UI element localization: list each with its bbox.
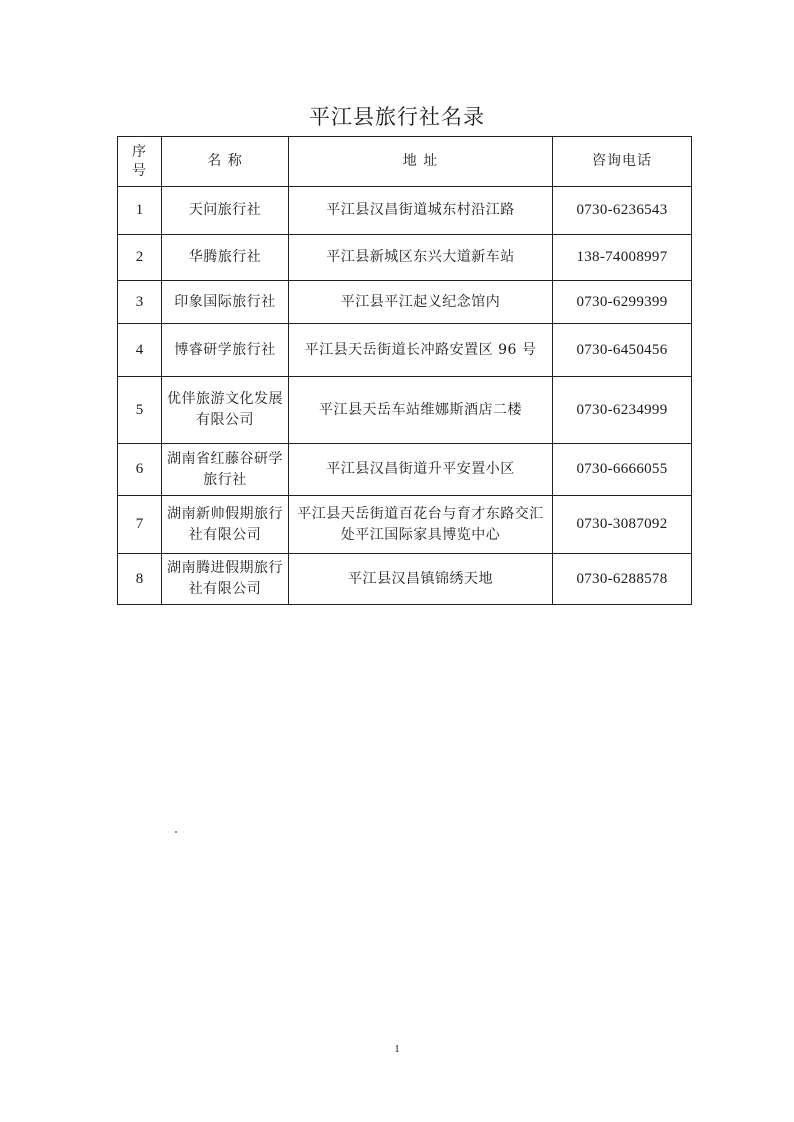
row-agency-name: 印象国际旅行社: [162, 281, 289, 324]
row-seq: 3: [118, 281, 162, 324]
row-seq: 8: [118, 554, 162, 605]
table-row: [118, 281, 692, 324]
row-seq: 6: [118, 444, 162, 496]
row-phone: 0730-6236543: [553, 187, 692, 235]
row-phone: 0730-3087092: [553, 496, 692, 554]
table-row: [118, 235, 692, 281]
row-agency-name: 湖南新帅假期旅行社有限公司: [162, 496, 289, 554]
scan-speck: [175, 831, 177, 833]
row-agency-name: 湖南腾进假期旅行社有限公司: [162, 554, 289, 605]
header-phone: 咨询电话: [553, 137, 692, 187]
row-seq: 4: [118, 324, 162, 377]
row-address: 平江县天岳街道长冲路安置区 96 号: [289, 324, 553, 377]
row-agency-name: 天问旅行社: [162, 187, 289, 235]
page-number: 1: [394, 1043, 400, 1055]
row-address: 平江县新城区东兴大道新车站: [289, 235, 553, 281]
row-address: 平江县天岳车站维娜斯酒店二楼: [289, 377, 553, 444]
row-seq: 2: [118, 235, 162, 281]
row-phone: 0730-6450456: [553, 324, 692, 377]
page-title: 平江县旅行社名录: [309, 105, 485, 129]
row-phone: 138-74008997: [553, 235, 692, 281]
row-phone: 0730-6288578: [553, 554, 692, 605]
header-address: 地 址: [289, 137, 553, 187]
row-address: 平江县汉昌镇锦绣天地: [289, 554, 553, 605]
header-name: 名 称: [162, 137, 289, 187]
row-seq: 7: [118, 496, 162, 554]
table-row: [118, 377, 692, 444]
table-row: [118, 444, 692, 496]
table-row: [118, 187, 692, 235]
row-phone: 0730-6666055: [553, 444, 692, 496]
row-address: 平江县汉昌街道城东村沿江路: [289, 187, 553, 235]
row-agency-name: 博睿研学旅行社: [162, 324, 289, 377]
header-seq-line1: 序: [132, 143, 147, 160]
row-address: 平江县天岳街道百花台与育才东路交汇处平江国际家具博览中心: [289, 496, 553, 554]
travel-agency-table: [117, 136, 692, 605]
row-phone: 0730-6234999: [553, 377, 692, 444]
row-phone: 0730-6299399: [553, 281, 692, 324]
row-agency-name: 湖南省红藤谷研学旅行社: [162, 444, 289, 496]
header-seq: [118, 137, 162, 187]
row-agency-name: 优伴旅游文化发展有限公司: [162, 377, 289, 444]
row-address: 平江县平江起义纪念馆内: [289, 281, 553, 324]
header-seq-line2: 号: [132, 162, 147, 179]
row-seq: 5: [118, 377, 162, 444]
row-address: 平江县汉昌街道升平安置小区: [289, 444, 553, 496]
table-row: [118, 554, 692, 605]
row-agency-name: 华腾旅行社: [162, 235, 289, 281]
table-header-row: [118, 137, 692, 187]
table-row: [118, 324, 692, 377]
row-seq: 1: [118, 187, 162, 235]
table-row: [118, 496, 692, 554]
